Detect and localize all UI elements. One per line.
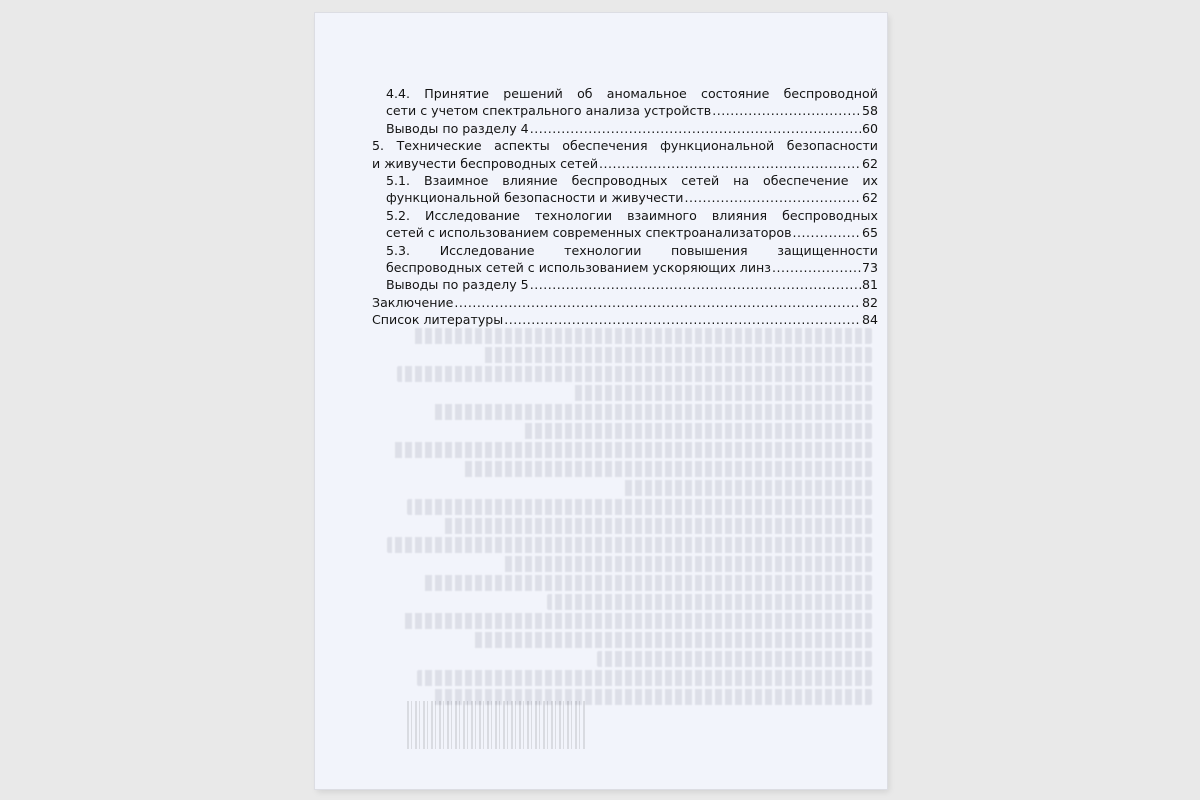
word: 5.1. (386, 173, 411, 189)
toc-entry (372, 137, 878, 172)
toc-entry-leader-line (372, 155, 878, 172)
word: 4.4. (386, 86, 411, 101)
toc-entry-leader-line (386, 120, 878, 137)
toc-entry-title: Список литературы (372, 312, 504, 328)
toc-entry-title: Выводы по разделу 4 (386, 120, 529, 136)
word: на (733, 173, 750, 189)
toc-entry-leader-line (386, 276, 878, 293)
word: их (862, 173, 878, 189)
toc-entry (372, 207, 878, 242)
dot-leader (454, 294, 861, 311)
toc-entry (372, 311, 878, 328)
word: беспроводных (782, 207, 878, 223)
dot-leader (712, 102, 861, 119)
word: взаимного (627, 207, 697, 223)
word: безопасности (786, 138, 878, 154)
toc-entry-title-line (386, 85, 878, 102)
word: влияния (711, 207, 768, 223)
toc-entry-leader-line (386, 189, 878, 206)
toc-entry-title-line (372, 137, 878, 154)
toc-entry-title: функциональной безопасности и живучести (386, 190, 684, 206)
toc-entry-title: сети с учетом спектрального анализа устройств (386, 103, 712, 119)
dot-leader (599, 155, 861, 172)
word: обеспечения (562, 138, 648, 154)
word: Исследование (439, 242, 535, 258)
word: аномальное (606, 86, 687, 101)
word: 5.3. (386, 242, 411, 258)
toc-entry-page-number: 82 (861, 294, 878, 310)
bleed-through-barcode (407, 701, 587, 749)
toc-entry-leader-line (372, 294, 878, 311)
word: влияние (502, 173, 558, 189)
word: Взаимное (423, 173, 489, 189)
toc-entry-page-number: 58 (861, 103, 878, 119)
toc-entry-page-number: 84 (861, 312, 878, 328)
toc-entry (372, 120, 878, 137)
word: технологии (564, 242, 642, 258)
table-of-contents (372, 85, 878, 329)
dot-leader (530, 120, 861, 137)
word: Технические (396, 138, 482, 154)
toc-entry (372, 294, 878, 311)
toc-entry-leader-line (386, 224, 878, 241)
toc-entry-title-line (386, 242, 878, 259)
word: обеспечение (762, 173, 849, 189)
word: об (577, 86, 593, 101)
toc-entry-leader-line (372, 311, 878, 328)
toc-entry-title-line (386, 207, 878, 224)
toc-entry-page-number: 65 (861, 225, 878, 241)
word: беспроводных (571, 173, 668, 189)
dot-leader (793, 224, 861, 241)
dot-leader (684, 189, 860, 206)
word: функциональной (660, 138, 775, 154)
toc-entry-title: беспроводных сетей с использованием ускоряющих линз (386, 260, 771, 276)
toc-entry (372, 172, 878, 207)
toc-entry-title: Заключение (372, 294, 454, 310)
dot-leader (772, 259, 861, 276)
document-page (315, 13, 887, 789)
toc-entry (372, 242, 878, 277)
word: защищенности (777, 242, 878, 258)
word: Принятие (424, 86, 489, 101)
dot-leader (530, 276, 861, 293)
toc-entry-title-line (386, 172, 878, 189)
word: решений (503, 86, 563, 101)
bleed-through-text (372, 328, 872, 708)
word: Исследование (425, 207, 520, 223)
toc-entry (372, 85, 878, 120)
toc-entry-leader-line (386, 102, 878, 119)
toc-entry-leader-line (386, 259, 878, 276)
word: технологии (534, 207, 613, 223)
toc-entry (372, 276, 878, 293)
toc-entry-title: Выводы по разделу 5 (386, 277, 529, 293)
toc-entry-page-number: 73 (861, 260, 878, 276)
word: аспекты (494, 138, 550, 154)
dot-leader (504, 311, 861, 328)
word: 5. (372, 138, 385, 154)
word: состояние (701, 86, 770, 101)
toc-entry-page-number: 62 (861, 155, 878, 171)
word: повышения (671, 242, 748, 258)
word: беспроводной (783, 86, 878, 101)
toc-entry-page-number: 81 (861, 277, 878, 293)
word: 5.2. (386, 207, 411, 223)
toc-entry-page-number: 62 (861, 190, 878, 206)
word: сетей (681, 173, 720, 189)
toc-entry-title: и живучести беспроводных сетей (372, 155, 599, 171)
toc-entry-title: сетей с использованием современных спектроанализаторов (386, 225, 792, 241)
toc-entry-page-number: 60 (861, 120, 878, 136)
